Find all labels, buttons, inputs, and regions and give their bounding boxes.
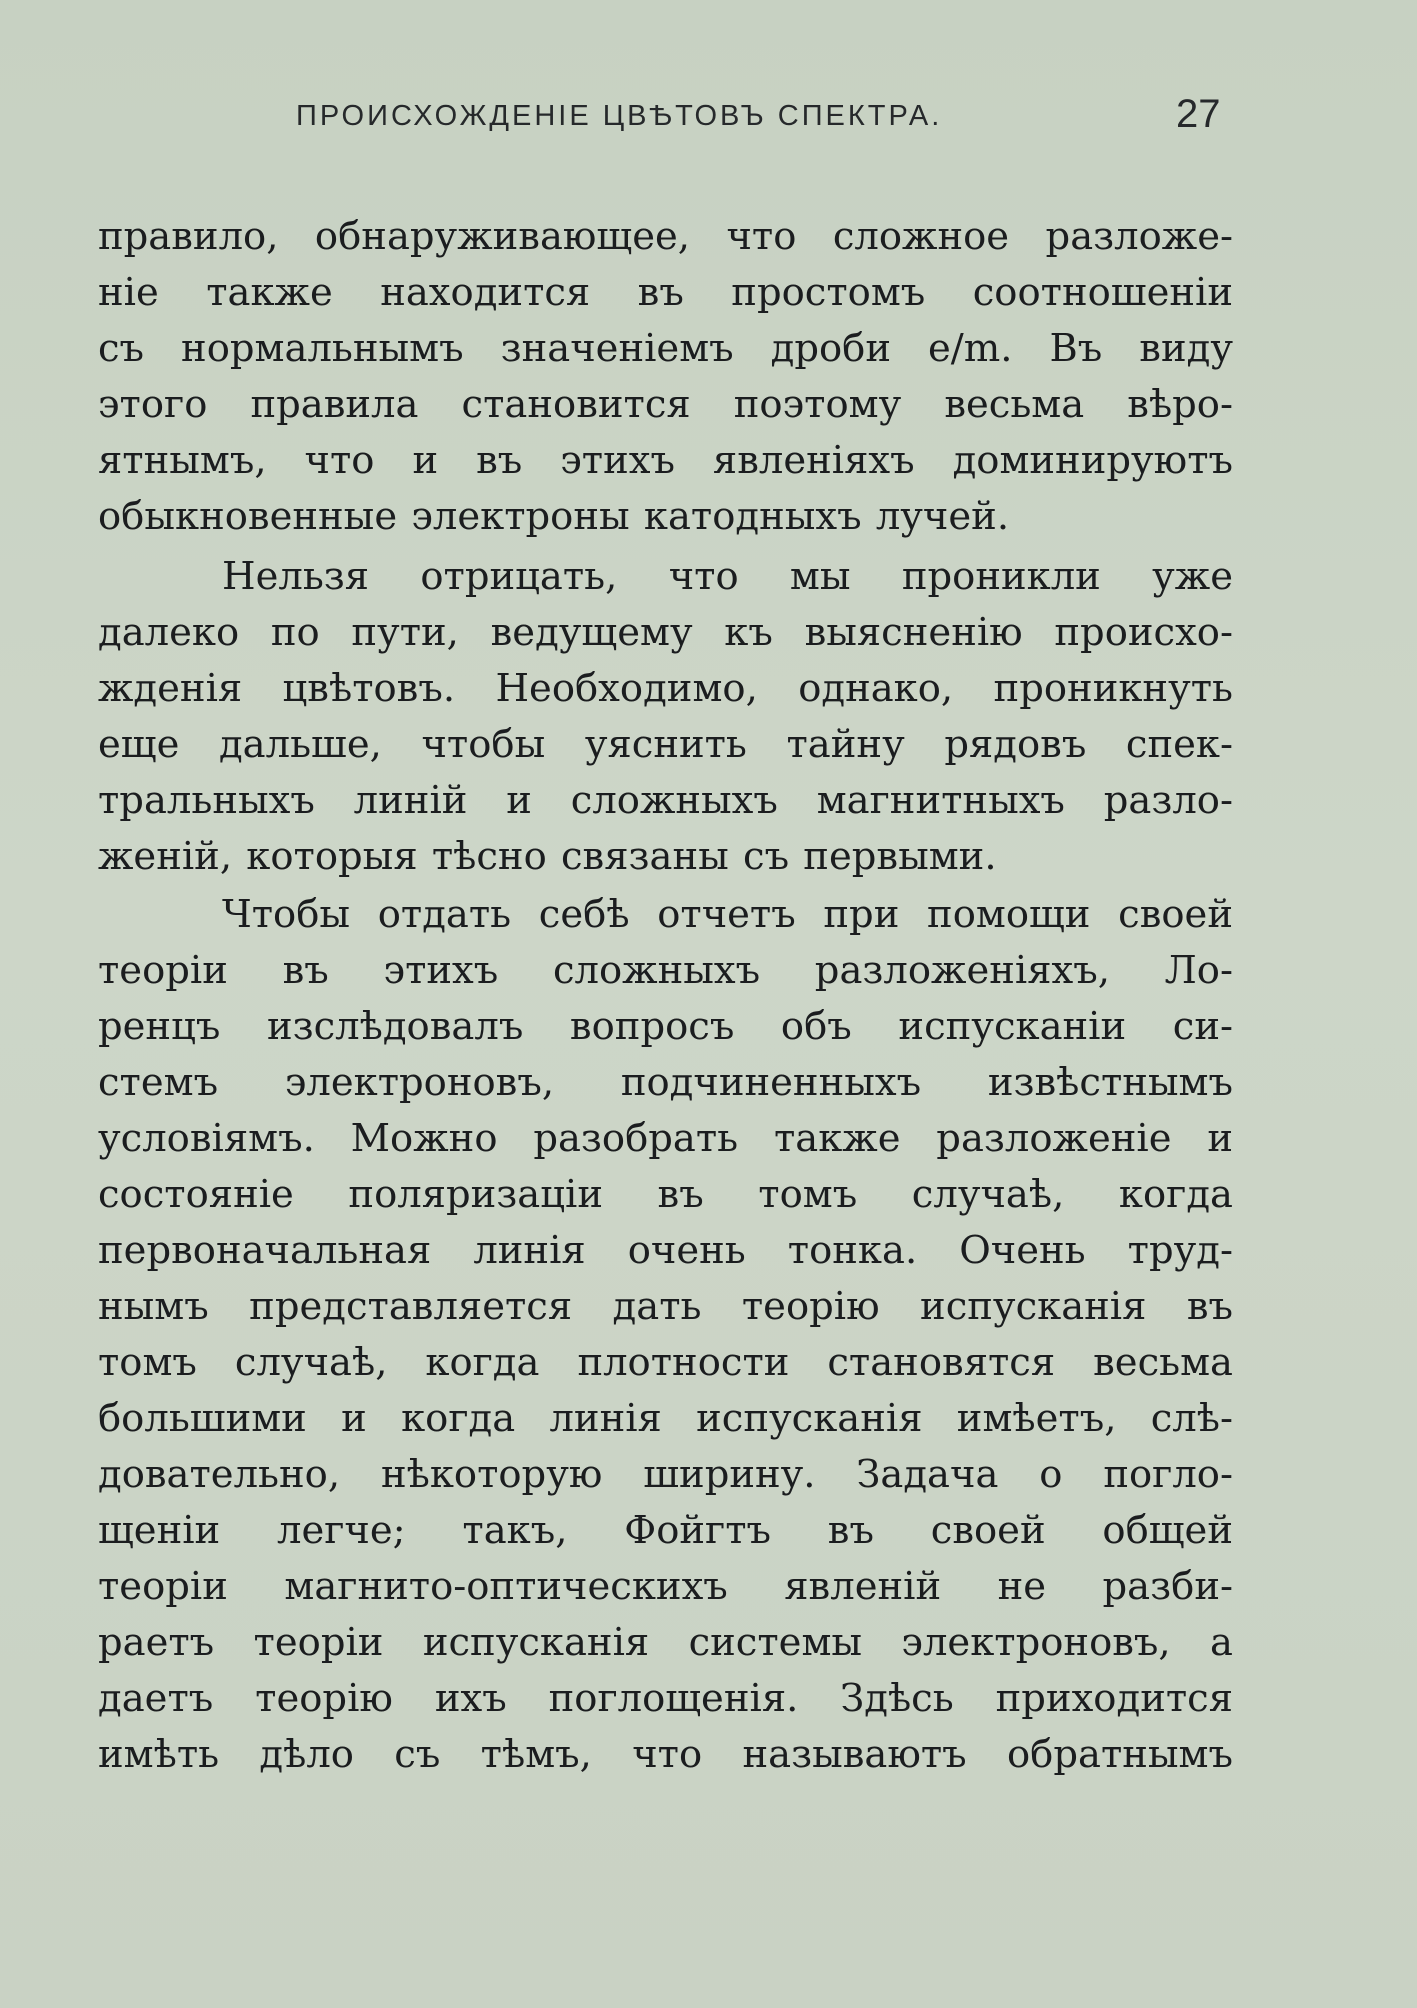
text-line: стемъ электроновъ, подчиненныхъ извѣстнымъ — [98, 1060, 1233, 1105]
text-line: имѣть дѣло съ тѣмъ, что называютъ обратнымъ — [98, 1732, 1233, 1777]
text-line: правило, обнаруживающее, что сложное разложе- — [98, 214, 1233, 259]
text-line: состояніе поляризаціи въ томъ случаѣ, когда — [98, 1172, 1233, 1217]
text-line: съ нормальнымъ значеніемъ дроби e/m. Въ виду — [98, 326, 1233, 371]
paragraph-end-line: женій, которыя тѣсно связаны съ первыми. — [98, 834, 997, 879]
text-line: условіямъ. Можно разобрать также разложеніе и — [98, 1116, 1233, 1161]
text-line: теоріи магнито-оптическихъ явленій не разби- — [98, 1564, 1233, 1609]
text-line: томъ случаѣ, когда плотности становятся весьма — [98, 1340, 1233, 1385]
text-line: жденія цвѣтовъ. Необходимо, однако, проникнуть — [98, 666, 1233, 711]
text-line: ренцъ изслѣдовалъ вопросъ объ испусканіи си- — [98, 1004, 1233, 1049]
paragraph-start-line: Нельзя отрицать, что мы проникли уже — [222, 554, 1233, 599]
text-line: ятнымъ, что и въ этихъ явленіяхъ доминируютъ — [98, 438, 1233, 483]
text-line: далеко по пути, ведущему къ выясненію происхо- — [98, 610, 1233, 655]
text-line: раетъ теоріи испусканія системы электроновъ, а — [98, 1620, 1233, 1665]
text-line: нымъ представляется дать теорію испусканія въ — [98, 1284, 1233, 1329]
text-line: довательно, нѣкоторую ширину. Задача о погло- — [98, 1452, 1233, 1497]
text-line: ніе также находится въ простомъ соотношеніи — [98, 270, 1233, 315]
text-line: теоріи въ этихъ сложныхъ разложеніяхъ, Ло- — [98, 948, 1233, 993]
text-line: щеніи легче; такъ, Фойгтъ въ своей общей — [98, 1508, 1233, 1553]
paragraph-start-line: Чтобы отдать себѣ отчетъ при помощи своей — [222, 892, 1233, 937]
text-line: даетъ теорію ихъ поглощенія. Здѣсь приходится — [98, 1676, 1233, 1721]
running-title: ПРОИСХОЖДЕНІЕ ЦВѢТОВЪ СПЕКТРА. — [296, 100, 943, 132]
text-line: большими и когда линія испусканія имѣетъ, слѣ- — [98, 1396, 1233, 1441]
text-line: тральныхъ линій и сложныхъ магнитныхъ разло- — [98, 778, 1233, 823]
text-line: еще дальше, чтобы уяснить тайну рядовъ спек- — [98, 722, 1233, 767]
page-number: 27 — [1176, 92, 1221, 136]
text-line: первоначальная линія очень тонка. Очень труд- — [98, 1228, 1233, 1273]
text-line: этого правила становится поэтому весьма вѣро- — [98, 382, 1233, 427]
paragraph-end-line: обыкновенные электроны катодныхъ лучей. — [98, 494, 1010, 539]
